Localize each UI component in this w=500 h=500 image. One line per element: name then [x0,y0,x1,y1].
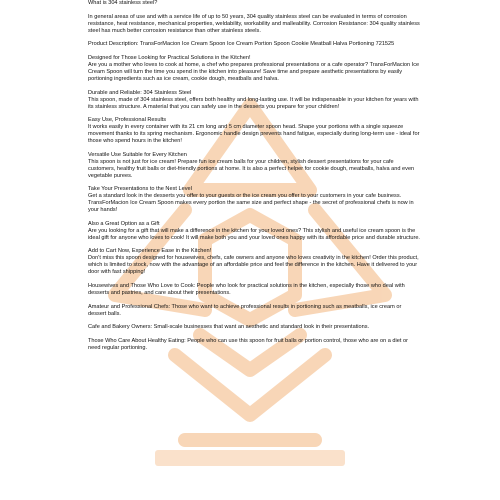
section-presentations [88,186,420,214]
section-durable [88,90,420,111]
section-heading: Add to Cart Now, Experience Ease in the Kitchen! [88,248,212,255]
audience-healthy-eating: Those Who Care About Healthy Eating: People who can use this spoon for fruit balls or portion control, those who are on a diet or need regular portioning. [88,338,408,352]
section-add-to-cart [88,248,420,276]
section-versatile [88,152,420,180]
document-title: What is 304 stainless steel? [88,0,158,6]
audience-chefs: Amateur and Professional Chefs: Those who want to achieve professional results in portioning such as meatballs, ice cream or dessert balls. [88,303,402,317]
section-body: Are you looking for a gift that will make a difference in the kitchen for your loved ones? This stylish and useful ice cream spoon is the ideal gift for anyone who loves to cook! It will make both you and your loved ones happy with its affordable price and durable structure. [88,227,420,241]
section-gift [88,221,420,242]
audience-cafe-owners: Cafe and Bakery Owners: Small-scale businesses that want an aesthetic and standard look in their presentations. [88,324,370,331]
section-easy-use [88,117,420,145]
product-description: Product Description: TransForMacion Ice Cream Spoon Ice Cream Portion Spoon Cookie Meatball Halva Portioning 721525 [88,41,395,48]
section-body: Get a standard look in the desserts you offer to your guests or the ice cream you offer to your customers in your cafe business. TransForMacion Ice Cream Spoon makes every portion the same size and perfect shape - the secret of professional chefs is now in your hands! [88,193,414,214]
section-body: Are you a mother who loves to cook at home, a chef who prepares professional presentations or a cafe operator? TransForMacion Ice Cream Spoon will turn the time you spend in the kitchen into pleasure! Save time and prepare aesthetic presentations by easily portioning ingredients such as ice cream, cookie dough, meatballs and halva. [88,62,420,82]
intro-paragraph: In general areas of use and with a service life of up to 50 years, 304 quality stainless steel can be evaluated in terms of corrosion resistance, heat resistance, mechanical properties, weldability, workability and malleability. Corrosion Resistance: 304 quality stainless steel has much better corrosion resistance than other stainless steels. [88,13,420,34]
section-heading: Also a Great Option as a Gift [88,220,160,227]
section-practical [88,55,420,83]
section-body: It works easily in every container with its 21 cm long and 5 cm diameter spoon head. Shape your portions with a single squeeze movement thanks to its spring mechanism. Ergonomic handle design prevents hand fatigue, especially during long-term use - ideal for those who spend hours in the kitchen! [88,124,420,145]
section-body: This spoon, made of 304 stainless steel, offers both healthy and long-lasting use. It will be indispensable in your kitchen for years with its stainless structure. A material that you can safely use in the desserts you prepare for your children! [88,96,419,110]
section-heading: Durable and Reliable: 304 Stainless Steel [88,89,192,96]
section-heading: Take Your Presentations to the Next Level [88,186,192,193]
section-body: This spoon is not just for ice cream! Prepare fun ice cream balls for your children, stylish dessert presentations for your cafe customers, healthy fruit balls or diet-friendly portions at home. It is also a perfect helper for cookie dough, meatballs, halva and even vegetable purees. [88,158,415,179]
section-heading: Easy Use, Professional Results [88,117,167,124]
section-heading: Versatile Use Suitable for Every Kitchen [88,151,187,158]
document-body [88,0,420,359]
section-body: Don't miss this spoon designed for housewives, chefs, cafe owners and anyone who loves creativity in the kitchen! Order this product, which is limited to stock, now with the advantage of an affordable price and feel the difference in the kitchen. Have it delivered to your door with fast shipping! [88,255,419,276]
audience-housewives: Housewives and Those Who Love to Cook: People who look for practical solutions in the kitchen, especially those who deal with desserts and pastries, and care about their presentations. [88,283,405,296]
section-heading: Designed for Those Looking for Practical Solutions in the Kitchen! [88,55,251,62]
